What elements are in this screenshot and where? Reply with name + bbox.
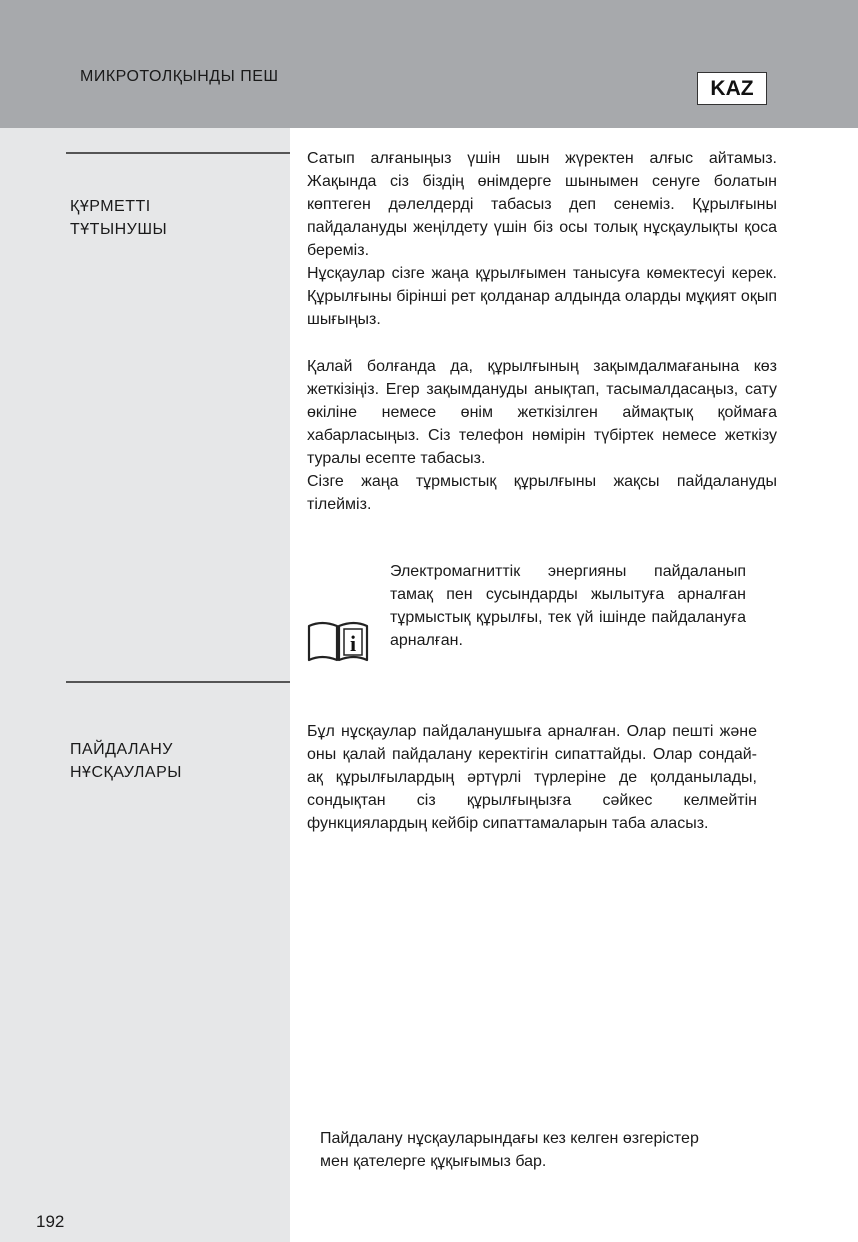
paragraph: Қалай болғанда да, құрылғының зақымдалмағанына көз жеткізіңіз. Егер зақымдануды анықтап, тасымалдасаңыз, сату өкіліне немесе өнім жеткізілген аймақтық қоймаға хабарласыңыз. Сіз телефон нөмірін түбіртек немесе жеткізу туралы есепте табасыз. (307, 358, 777, 467)
paragraph: Сатып алғаныңыз үшін шын жүректен алғыс айтамыз. Жақында сіз біздің өнімдерге шынымен сенуге болатын көптеген дәлелдерді табасыз деп сенеміз. Құрылғыны пайдалануды жеңілдету үшін біз осы толық нұсқаулықты қоса береміз. (307, 150, 777, 259)
section-label-line: ҚҰРМЕТТІ (70, 198, 151, 215)
section-label-line: ПАЙДАЛАНУ (70, 741, 173, 758)
page-header (0, 0, 858, 128)
section-label-instructions (70, 738, 182, 784)
section-label-line: НҰСҚАУЛАРЫ (70, 764, 182, 781)
language-badge: KAZ (697, 72, 767, 105)
paragraph: Нұсқаулар сізге жаңа құрылғымен танысуға көмектесуі керек. Құрылғыны бірінші рет қолданар алдында оларды мұқият оқып шығыңыз. (307, 265, 777, 328)
left-sidebar (0, 128, 290, 1242)
document-title: МИКРОТОЛҚЫНДЫ ПЕШ (80, 68, 279, 85)
usage-note: Электромагниттік энергияны пайдаланып тамақ пен сусындарды жылытуға арналған тұрмыстық құрылғы, тек үй ішінде пайдалануға арналған. (390, 563, 746, 649)
footer-disclaimer-line: Пайдалану нұсқауларындағы кез келген өзгерістер (320, 1130, 699, 1147)
footer-disclaimer-line: мен қателерге құқығымыз бар. (320, 1153, 547, 1170)
page-number: 192 (36, 1212, 65, 1231)
svg-text:i: i (349, 631, 357, 656)
intro-text (307, 147, 777, 331)
damage-check-text (307, 355, 777, 516)
paragraph: Сізге жаңа тұрмыстық құрылғыны жақсы пайдалануды тілейміз. (307, 473, 777, 513)
info-manual-icon (306, 618, 370, 664)
usage-instructions-text: Бұл нұсқаулар пайдаланушыға арналған. Олар пешті және оны қалай пайдалану керектігін сипаттайды. Олар сондай-ақ құрылғылардың әртүрлі түрлеріне де қолданылады, сондықтан сіз құрылғыңызға сәйкес келмейтін функциялардың кейбір сипаттамаларын таба аласыз. (307, 723, 757, 832)
section-divider (66, 681, 290, 683)
section-label-customer (70, 195, 167, 241)
section-label-line: ТҰТЫНУШЫ (70, 221, 168, 238)
section-divider (66, 152, 290, 154)
footer-disclaimer (320, 1127, 810, 1173)
